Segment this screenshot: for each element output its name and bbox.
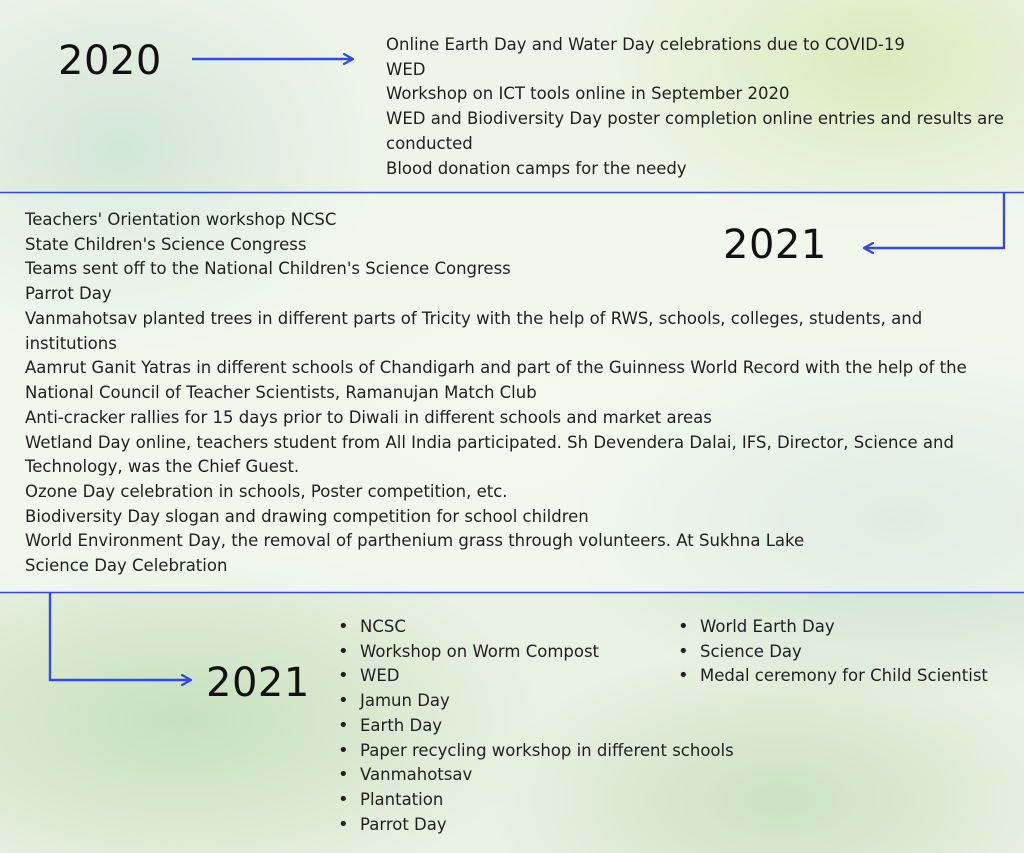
list-item: Online Earth Day and Water Day celebrations due to COVID-19: [386, 35, 905, 54]
list-item: State Children's Science Congress: [25, 234, 307, 254]
list-item: • World Earth Day: [674, 615, 988, 640]
list-item: • Workshop on Worm Compost: [334, 640, 734, 665]
list-item: Teams sent off to the National Children's Science Congress: [25, 259, 511, 279]
list-item: • Jamun Day: [334, 689, 734, 714]
list-item: • NCSC: [334, 615, 734, 640]
list-item: • Paper recycling workshop in different schools: [334, 739, 734, 764]
year-2020-label: 2020: [58, 38, 162, 84]
arrow-2021-bottom: [50, 593, 190, 680]
list-item: Wetland Day online, teachers student from All India participated. Sh Devendera Dalai, IFS, Director, Science and Technology, was the Chief Guest.: [25, 432, 954, 477]
list-item: Workshop on ICT tools online in September 2020: [386, 84, 790, 104]
section-2021-middle-list: [25, 307, 1010, 579]
list-item: • Earth Day: [334, 714, 734, 739]
list-item: Ozone Day celebration in schools, Poster competition, etc.: [25, 481, 508, 501]
list-item: Vanmahotsav planted trees in different parts of Tricity with the help of RWS, schools, colleges, students, and institutions: [25, 309, 923, 353]
list-item: World Environment Day, the removal of parthenium grass through volunteers. At Sukhna Lake: [25, 531, 805, 551]
section-2021-middle-list-top: [25, 208, 705, 307]
list-item: • Medal ceremony for Child Scientist: [674, 664, 988, 689]
section-2021-bottom-list-right: [674, 615, 988, 689]
list-item: • Vanmahotsav: [334, 763, 734, 788]
arrow-2021-middle: [865, 193, 1004, 248]
list-item: Science Day Celebration: [25, 556, 228, 576]
list-item: Teachers' Orientation workshop NCSC: [25, 210, 337, 229]
year-2021-label-bottom: 2021: [206, 660, 310, 706]
section-2020-list: [386, 33, 1016, 181]
list-item: WED and Biodiversity Day poster completion online entries and results are conducted: [386, 109, 1004, 153]
list-item: • Parrot Day: [334, 813, 734, 838]
list-item: • WED: [334, 664, 734, 689]
list-item: Biodiversity Day slogan and drawing competition for school children: [25, 506, 589, 526]
list-item: Anti-cracker rallies for 15 days prior to Diwali in different schools and market areas: [25, 407, 712, 427]
list-item: WED: [386, 59, 426, 79]
list-item: • Science Day: [674, 640, 988, 665]
list-item: • Plantation: [334, 788, 734, 813]
list-item: Aamrut Ganit Yatras in different schools of Chandigarh and part of the Guinness World Record with the help of the National Council of Teacher Scientists, Ramanujan Match Club: [25, 358, 967, 403]
list-item: Parrot Day: [25, 284, 112, 304]
year-2021-label-middle: 2021: [723, 222, 827, 268]
list-item: Blood donation camps for the needy: [386, 158, 687, 178]
